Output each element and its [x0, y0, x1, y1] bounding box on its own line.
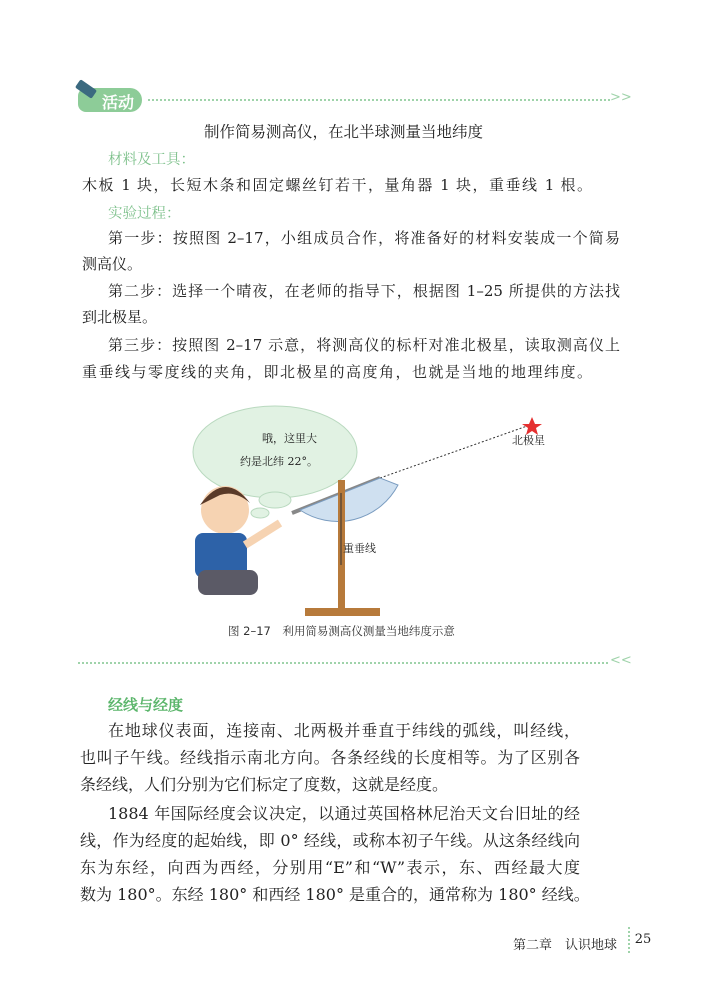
stand-base — [305, 608, 380, 616]
footer-chapter: 第二章 认识地球 — [513, 938, 618, 953]
north-star-label: 北极星 — [512, 434, 545, 447]
process-line: 重垂线与零度线的夹角，即北极星的高度角，也就是当地的地理纬度。 — [82, 363, 592, 381]
section-heading: 经线与经度 — [108, 696, 184, 714]
plumb-line-label: 重垂线 — [343, 542, 376, 555]
process-label: 实验过程： — [108, 206, 181, 222]
body-line: 数为 180°。东经 180° 和西经 180° 是重合的，通常称为 180° 经线。 — [80, 885, 590, 904]
sight-line — [380, 425, 530, 478]
figure-caption: 图 2–17 利用简易测高仪测量当地纬度示意 — [228, 624, 455, 638]
activity-title: 制作简易测高仪，在北半球测量当地纬度 — [204, 123, 484, 141]
process-line: 测高仪。 — [82, 255, 143, 273]
figure-illustration — [180, 405, 560, 620]
thought-dot — [259, 492, 291, 508]
speech-text: 哦，这里大 — [262, 432, 317, 445]
divider-dotted — [78, 662, 608, 664]
divider-dotted — [148, 99, 610, 101]
body-line: 线，作为经度的起始线，即 0° 经线，或称本初子午线。从这条经线向 — [80, 831, 580, 850]
body-line: 东为东经，向西为西经，分别用“E”和“W”表示，东、西经最大度 — [80, 858, 580, 877]
body-line: 1884 年国际经度会议决定，以通过英国格林尼治天文台旧址的经 — [108, 804, 580, 823]
materials-text: 木板 1 块，长短木条和固定螺丝钉若干，量角器 1 块，重垂线 1 根。 — [82, 176, 592, 194]
double-chevron-right-icon: >> — [610, 90, 632, 105]
double-chevron-left-icon: << — [610, 653, 632, 668]
thought-dot — [251, 508, 269, 518]
body-line: 在地球仪表面，连接南、北两极并垂直于纬线的弧线，叫经线， — [108, 721, 580, 740]
process-line: 到北极星。 — [82, 308, 158, 326]
process-line: 第一步：按照图 2–17，小组成员合作，将准备好的材料安装成一个简易 — [108, 229, 620, 247]
materials-label: 材料及工具： — [108, 152, 195, 168]
process-line: 第二步：选择一个晴夜，在老师的指导下，根据图 1–25 所提供的方法找 — [108, 282, 620, 300]
speech-text: 约是北纬 22°。 — [240, 455, 318, 468]
process-line: 第三步：按照图 2–17 示意，将测高仪的标杆对准北极星，读取测高仪上 — [108, 336, 620, 354]
body-line: 也叫子午线。经线指示南北方向。各条经线的长度相等。为了区别各 — [80, 748, 580, 767]
speech-bubble — [193, 406, 357, 498]
activity-badge — [78, 88, 142, 112]
page-number: 25 — [628, 927, 656, 953]
satellite-icon — [75, 79, 97, 99]
body-line: 条经线，人们分别为它们标定了度数，这就是经度。 — [80, 775, 449, 794]
activity-badge-label: 活动 — [102, 93, 135, 112]
